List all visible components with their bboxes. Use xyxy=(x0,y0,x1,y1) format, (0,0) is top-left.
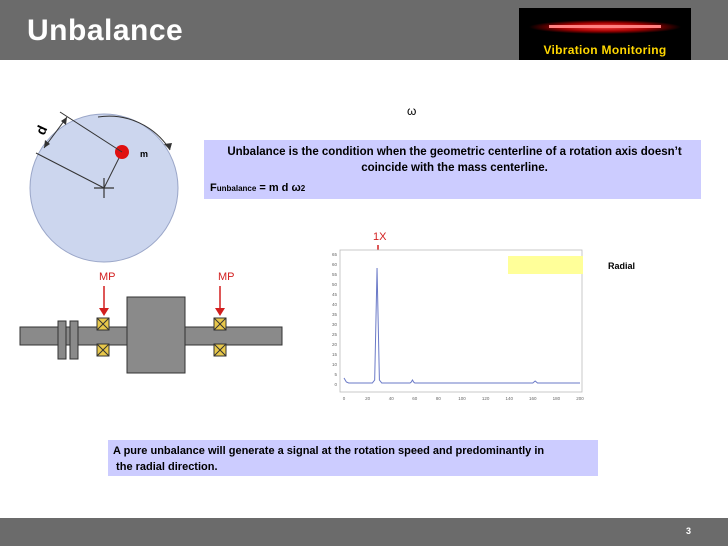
y-tick-label: 20 xyxy=(331,342,337,347)
coupling-left xyxy=(58,321,66,359)
x-tick-label: 0 xyxy=(342,396,346,401)
formula-subscript: unbalance xyxy=(216,184,257,193)
x-tick-label: 120 xyxy=(481,396,490,401)
omega-symbol: ω xyxy=(407,104,417,118)
page-title: Unbalance xyxy=(27,14,184,47)
y-tick-label: 35 xyxy=(331,312,337,317)
y-tick-label: 55 xyxy=(331,272,337,277)
logo-text: Vibration Monitoring xyxy=(543,43,667,57)
definition-line-1: Unbalance is the condition when the geometric centerline of a rotation axis doesn’t xyxy=(227,146,682,158)
x-tick-label: 160 xyxy=(529,396,537,401)
y-tick-label: 45 xyxy=(331,292,337,297)
y-tick-label: 25 xyxy=(331,332,337,337)
distance-label: d xyxy=(32,122,51,138)
rotor-body xyxy=(127,297,185,373)
x-tick-label: 40 xyxy=(388,396,394,401)
x-tick-label: 20 xyxy=(365,396,371,401)
y-tick-label: 65 xyxy=(331,252,337,257)
mp-left-label: MP xyxy=(99,271,116,283)
x-tick-label: 180 xyxy=(552,396,561,401)
y-tick-label: 5 xyxy=(334,372,337,377)
y-tick-label: 30 xyxy=(331,322,337,327)
definition-text xyxy=(212,144,697,176)
definition-line-2: coincide with the mass centerline. xyxy=(361,162,548,174)
y-tick-label: 10 xyxy=(331,362,337,367)
footer-bar xyxy=(0,518,728,546)
x-tick-label: 60 xyxy=(412,396,418,401)
conclusion-line-1: A pure unbalance will generate a signal at the rotation speed and predominantly in xyxy=(113,445,545,457)
peak-label: 1X xyxy=(373,231,387,243)
spectrum-x-axis xyxy=(343,396,585,401)
y-tick-label: 50 xyxy=(331,282,337,287)
spectrum-y-axis xyxy=(332,252,338,387)
x-tick-label: 80 xyxy=(435,396,441,401)
definition-box xyxy=(204,140,701,199)
highlight-rect xyxy=(508,256,583,274)
direction-label: Radial xyxy=(608,261,636,271)
formula-rest: = m d ω xyxy=(256,182,301,194)
y-tick-label: 60 xyxy=(331,262,337,267)
y-tick-label: 0 xyxy=(334,382,337,387)
mass-label: m xyxy=(140,149,149,159)
page-number: 3 xyxy=(686,526,692,536)
mp-right-label: MP xyxy=(218,271,235,283)
x-tick-label: 140 xyxy=(505,396,513,401)
conclusion-box xyxy=(108,440,598,476)
formula-f: F xyxy=(210,182,217,194)
conclusion-text xyxy=(113,443,544,475)
conclusion-line-2: the radial direction. xyxy=(113,461,218,473)
formula xyxy=(210,182,305,194)
x-tick-label: 200 xyxy=(576,396,584,401)
formula-exponent: 2 xyxy=(300,184,306,193)
coupling-right xyxy=(70,321,78,359)
y-tick-label: 15 xyxy=(331,352,337,357)
y-tick-label: 40 xyxy=(331,302,337,307)
x-tick-label: 100 xyxy=(458,396,466,401)
